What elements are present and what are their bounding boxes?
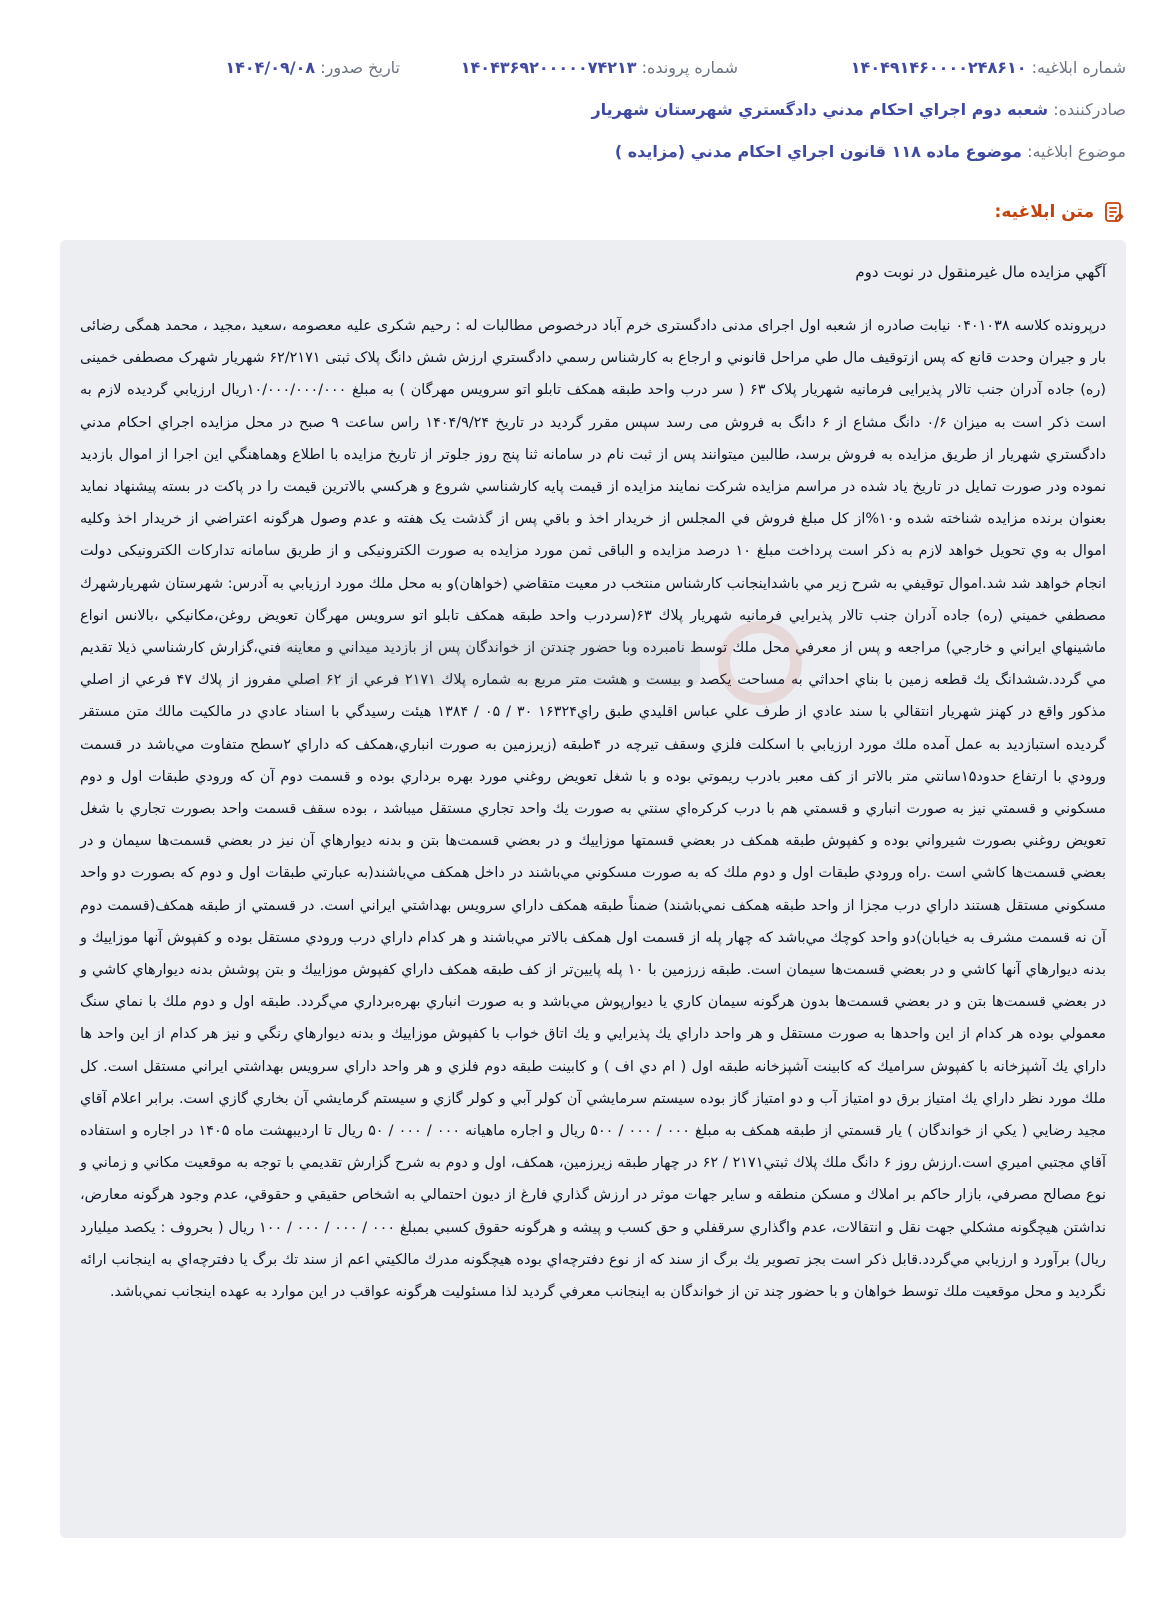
file-number <box>461 58 738 77</box>
notice-number-value: ۱۴۰۴۹۱۴۶۰۰۰۰۲۴۸۶۱۰ <box>850 58 1027 77</box>
file-number-label: شماره پرونده: <box>641 58 738 77</box>
issuer-label: صادرکننده: <box>1053 100 1126 119</box>
header-row-subject <box>48 142 1126 161</box>
notice-text-card <box>60 240 1126 1538</box>
header-row-issuer <box>48 100 1126 119</box>
subject-value: موضوع ماده ۱۱۸ قانون اجراي احكام مدني (مزايده ) <box>614 142 1022 161</box>
notice-number-label: شماره ابلاغیه: <box>1031 58 1126 77</box>
issue-date-value: ۱۴۰۴/۰۹/۰۸ <box>225 58 316 77</box>
file-number-value: ۱۴۰۴۳۶۹۲۰۰۰۰۰۷۴۲۱۳ <box>460 58 637 77</box>
ad-title: آگهي مزايده مال غيرمنقول در نوبت دوم <box>855 263 1106 281</box>
notice-number <box>851 58 1126 77</box>
issue-date <box>225 58 400 77</box>
issuer-value: شعبه دوم اجراي احكام مدني دادگستري شهرستان شهريار <box>591 100 1049 119</box>
notice-text-heading <box>995 200 1126 224</box>
ad-body: درپرونده كلاسه ۰۴۰۱۰۳۸ نيابت صادره از شعبه اول اجرای مدنی دادگستری خرم آباد درخصوص مطالبات له : رحیم شکری علیه معصومه ،سعید ،مجید ، محمد همگی رضائی بار و جیران وحدت قانع كه پس ازتوقيف مال طي مراحل قانوني و ارجاع به كارشناس رسمي دادگستري ارزش شش دانگ پلاک ثبتی ۶۲/۲۱۷۱ شهریار شهرک مصطفی خمینی (ره) جاده آدران جنب تالار پذیرایی فرمانیه شهریار پلاک ۶۳ ( سر درب واحد طبقه همکف تابلو اتو سرویس مهرگان ) به مبلغ ۱۰/۰۰۰/۰۰۰/۰۰۰ریال ارزيابي گرديده لازم به است ذکر است به میزان ۰/۶ دانگ مشاع از ۶ دانگ به فروش می رسد سپس مقرر گرديد در تاريخ ۱۴۰۴/۹/۲۴ راس ساعت ۹ صبح در محل مزايده اجراي احكام مدني دادگستري شهريار از طريق مزايده به فروش برسد، طالبين ميتوانند پس از ثبت نام در سامانه ثنا پنج روز جلوتر از تاريخ مزايده با اطلاع وهماهنگي اين اجرا از اموال بازديد نموده ودر صورت تمايل در تاريخ ياد شده در مراسم مزايده شركت نمايند مزايده از قيمت پايه كارشناسي شروع و هركسي بالاترين قيمت را در پاکت در بسته پيشنهاد نمايد بعنوان برنده مزايده شناخته شده و۱۰%از كل مبلغ فروش في المجلس از خريدار اخذ و باقي پس از گذشت یک هفته و عدم وصول هرگونه اعتراضي از خريدار اخذ وكليه اموال به وي تحويل خواهد لازم به ذکر است پرداخت مبلغ ۱۰ درصد مزایده و الباقی ثمن مورد مزایده به صورت الکترونیکی و از طریق سامانه تدارکات الکترونیکی دولت انجام خواهد شد شد.اموال توقيفي به شرح زير مي باشداينجانب كارشناس منتخب در معيت متقاضي (خواهان)و به محل ملك مورد ارزيابي به آدرس: شهرستان شهريارشهرك مصطفي خميني (ره) جاده آدران جنب تالار پذيرايي فرمانيه شهريار پلاك ۶۳(سردرب واحد طبقه همكف تابلو اتو سرويس مهرگان تعويض روغن،مكانيكي ،بالانس انواع ماشينهاي ايراني و خارجي) مراجعه و پس از معرفي محل ملك توسط نامبرده وبا حضور چندتن از خواندگان پس از بازديد ميداني و معاينه فني،گزارش كارشناسي ذيلا تقديم مي گردد.ششدانگ يك قطعه زمين با بناي احداثي به مساحت يكصد و بيست و هشت متر مربع به شماره پلاك ۲۱۷۱ فرعي از ۶۲ اصلي مفروز از پلاك ۴۷ فرعي از اصلي مذكور واقع در كهنز شهريار انتقالي با سند عادي از طرف علي عباس اقليدي طبق راي۱۶۳۲۴ ۳۰ / ۰۵ / ۱۳۸۴ هيئت رسيدگي با اسناد عادي در مالكيت مالك متن مستقر گرديده استبازديد به عمل آمده ملك مورد ارزيابي با اسكلت فلزي وسقف تيرچه در ۴طبقه (زيرزمين به صورت انباري،همكف كه داراي ۲سطح متفاوت مي‌باشد در قسمت ورودي با ارتفاع حدود۱۵سانتي متر بالاتر از كف معبر بادرب ريموتي بوده و با شغل تعويض روغني مورد بهره برداري بوده و قسمت دوم آن كه ورودي طبقات اول و دوم مسكوني و قسمتي نيز به صورت انباري و قسمتي هم با درب كركره‌اي سنتي به صورت يك واحد تجاري مستقل ميباشد ، بوده سقف قسمت واحد بصورت تجاري با شغل تعويض روغني بصورت شيرواني بوده و كفپوش طبقه همكف در بعضي قسمتها موزاييك و در بعضي قسمت‌ها بتن و بدنه ديوارهاي آن نيز در بعضي قسمت‌ها سيمان و در بعضي قسمت‌ها كاشي است .راه ورودي طبقات اول و دوم ملك كه به صورت مسكوني مي‌باشند در داخل همكف مي‌باشند(به عبارتي طبقات اول و دوم كه بصورت دو واحد مسكوني مستقل هستند داراي درب مجزا از واحد طبقه همكف نمي‌باشند) ضمناً طبقه همكف داراي سرويس بهداشتي ايراني است. در قسمتي از طبقه همكف(قسمت دوم آن نه قسمت مشرف به خيابان)دو واحد كوچك مي‌باشد كه چهار پله از قسمت اول همكف بالاتر مي‌باشند و هر كدام داراي درب ورودي مستقل بوده و كفپوش آنها موزاييك و بدنه ديوارهاي آنها كاشي و در بعضي قسمت‌ها سيمان است. طبقه زرزمين با ۱۰ پله پايين‌تر از كف طبقه همكف داراي كفپوش موزاييك و بتن پوشش بدنه ديوارهاي كاشي و در بعضي قسمت‌ها بتن و در بعضي قسمت‌ها بدون هرگونه سيمان كاري يا ديوارپوش مي‌باشد و به صورت انباري بهره‌برداري مي‌گردد. طبقه اول و دوم ملك با نماي سنگ معمولي بوده هر كدام از اين واحدها به صورت مستقل و هر واحد داراي يك پذيرايي و يك اتاق خواب با كفپوش موزاييك و بدنه ديوارهاي رنگي و نيز هر كدام از اين واحد ها داراي يك آشپزخانه با كفپوش سراميك كه كابينت آشپزخانه طبقه اول ( ام دي اف ) و كابينت طبقه دوم فلزي و هر واحد داراي سرويس بهداشتي ايراني مستقل است. كل ملك مورد نظر داراي يك امتياز برق دو امتياز آب و دو امتياز گاز بوده سيستم سرمايشي آن كولر آبي و كولر گازي و سيستم گرمايشي آن بخاري گازي است. برابر اعلام آقاي مجيد رضايي ( يكي از خواندگان ) يار قسمتي از طبقه همكف به مبلغ ۰۰۰ / ۰۰۰ / ۵۰۰ ريال و اجاره ماهيانه ۰۰۰ / ۰۰۰ / ۵۰ ريال تا ارديبهشت ماه ۱۴۰۵ در اجاره و استفاده آقاي مجتبي اميري است.ارزش روز ۶ دانگ ملك پلاك ثبتي۲۱۷۱ / ۶۲ در چهار طبقه زيرزمين، همكف، اول و دوم به شرح گزارش تقديمي با توجه به موقعيت مكاني و زماني و نوع مصالح مصرفي، بازار حاكم بر املاك و مسكن منطقه و ساير جهات موثر در ارزش گذاري فارغ از ديون احتمالي به اشخاص حقيقي و حقوقي، عدم وجود هرگونه معارض، نداشتن هيچگونه مشكلي جهت نقل و انتقالات، عدم واگذاري سرقفلي و حق كسب و پيشه و هرگونه حقوق كسبي بمبلغ ۰۰۰ / ۰۰۰ / ۰۰۰ / ۱۰۰ ريال ( بحروف : يكصد ميليارد ريال) برآورد و ارزيابي مي‌گردد.قابل ذكر است بجز تصوير يك برگ از سند كه از نوع دفترچه‌اي بوده هيچگونه مدرك مالكيتي اعم از سند تك برگ يا دفترچه‌اي به اينجانب ارائه نگرديد و محل موقعيت ملك توسط خواهان و با حضور چند تن از خواندگان به اينجانب معرفي گرديد لذا مسئوليت هرگونه عواقب در اين موارد به عهده اينجانب نمي‌باشد. <box>80 318 1107 1301</box>
document-text-icon <box>1102 200 1126 224</box>
issue-date-label: تاریخ صدور: <box>320 58 400 77</box>
subject-label: موضوع ابلاغیه: <box>1027 142 1126 161</box>
notice-text-title: متن ابلاغیه: <box>994 202 1094 222</box>
